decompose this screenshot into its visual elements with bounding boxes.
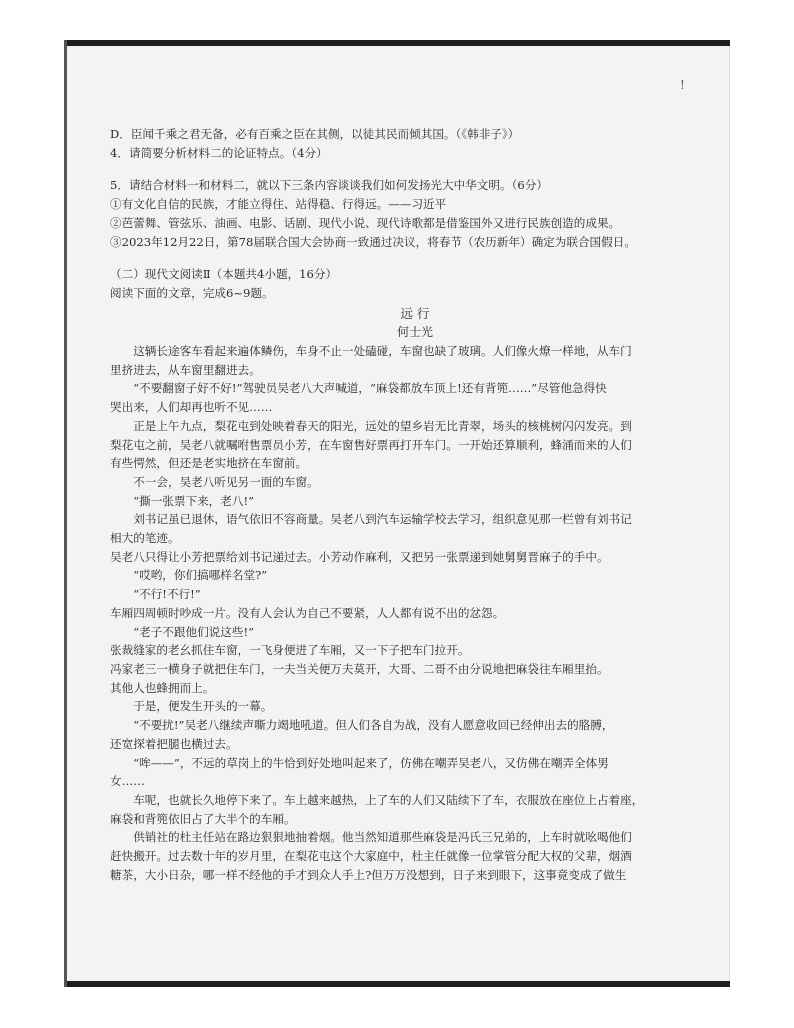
q5-item-2: ②芭蕾舞、管弦乐、油画、电影、话剧、现代小说、现代诗歌都是借鉴国外又进行民族创造的成果。	[110, 215, 621, 230]
body-line: 麻袋和背篼依旧占了大半个的车厢。	[110, 811, 296, 826]
body-line: “撕一张票下来，老八!”	[133, 493, 255, 508]
option-d: D．臣闻千乘之君无备，必有百乘之臣在其侧，以徒其民而倾其国。（《韩非子》）	[110, 127, 520, 141]
body-line: 于是，便发生开头的一幕。	[133, 699, 273, 714]
body-line: 车呢，也就长久地停下来了。车上越来越热，上了车的人们又陆续下了车，衣服放在座位上占着座，	[133, 792, 644, 807]
body-line: 车厢四周顿时吵成一片。没有人会认为自己不要紧，人人都有说不出的忿怨。	[110, 605, 505, 620]
scan-edge-left	[64, 40, 67, 987]
body-line: “哞——”，不远的草岗上的牛恰到好处地叫起来了，仿佛在嘲弄吴老八，又仿佛在嘲弄全体男	[133, 755, 609, 770]
question-5: 5．请结合材料一和材料二，就以下三条内容谈谈我们如何发扬光大中华文明。（6分）	[110, 178, 548, 193]
body-line: “哎哟，你们搞哪样名堂?”	[133, 568, 268, 583]
scan-edge-bottom	[64, 981, 730, 987]
body-line: 哭出来，人们却再也听不见……	[110, 400, 273, 415]
body-line: 刘书记虽已退休，语气依旧不容商量。吴老八到汽车运输学校去学习，组织意见那一栏曾有刘书记	[133, 512, 632, 527]
body-line: 相大的笔迹。	[110, 531, 180, 546]
scan-edge-top	[64, 40, 730, 46]
body-line: 梨花屯之前，吴老八就嘱咐售票员小芳，在车窗售好票再打开车门。一开始还算顺利，蜂涌而来的人们	[110, 437, 632, 452]
body-line: 有些愕然，但还是老实地挤在车窗前。	[110, 456, 308, 471]
body-line: 正是上午九点，梨花屯到处映着春天的阳光，远处的望乡岩无比青翠，场头的核桃树闪闪发亮。到	[133, 418, 632, 433]
body-line: 还宽探着把腿也横过去。	[110, 736, 238, 751]
body-line: 其他人也蜂拥而上。	[110, 680, 215, 695]
article-title: 远 行	[400, 305, 430, 321]
section-heading: （二）现代文阅读Ⅱ（本题共4小题，16分）	[110, 267, 338, 282]
article-body	[110, 342, 720, 884]
body-line: “不行!不行!”	[133, 587, 201, 602]
body-line: 赶快搬开。过去数十年的岁月里，在梨花屯这个大家庭中，杜主任就像一位掌管分配大权的父辈，烟酒	[110, 849, 632, 864]
body-line: 不一会，吴老八听见另一面的车窗。	[133, 474, 319, 489]
q5-item-1: ①有文化自信的民族，才能立得住、站得稳、行得远。——习近平	[110, 197, 447, 212]
article-author: 何士光	[396, 325, 433, 340]
body-line: 这辆长途客车看起来遍体鳞伤，车身不止一处磕碰，车窗也缺了玻璃。人们像火燎一样地，从车门	[133, 344, 632, 359]
body-line: 张裁缝家的老幺抓住车窗，一飞身便进了车厢，又一下子把车门拉开。	[110, 643, 470, 658]
body-line: 糖茶，大小日杂，哪一样不经他的手才到众人手上?但万万没想到，日子来到眼下，这事竟变成了做生	[110, 867, 627, 882]
question-4: 4．请简要分析材料二的论证特点。（4分）	[110, 145, 328, 160]
body-line: 里挤进去，从车窗里翻进去。	[110, 362, 261, 377]
body-line: 冯家老三一横身子就把住车门，一夫当关便万夫莫开，大哥、二哥不由分说地把麻袋往车厢里抬。	[110, 661, 609, 676]
body-line: “不要扰!”吴老八继续声嘶力竭地吼道。但人们各自为战，没有人愿意收回已经伸出去的胳膊，	[133, 718, 614, 733]
body-line: “老子不跟他们说这些!”	[133, 624, 255, 639]
body-line: 供销社的杜主任站在路边狠狠地抽着烟。他当然知道那些麻袋是冯氏三兄弟的，上车时就吆喝他们	[133, 830, 632, 845]
body-line: 吴老八只得让小芳把票给刘书记递过去。小芳动作麻利，又把另一张票递到她舅舅晋麻子的手中。	[110, 549, 609, 564]
document-text	[110, 125, 720, 884]
section-instruction: 阅读下面的文章，完成6~9题。	[110, 285, 274, 300]
body-line: 女……	[110, 774, 145, 789]
q5-item-3: ③2023年12月22日，第78届联合国大会协商一致通过决议，将春节（农历新年）确定为联合国假日。	[110, 234, 636, 249]
body-line: “不要翻窗子好不好!”驾驶员吴老八大声喊道，“麻袋都放车顶上!还有背篼……”尽管他急得快	[133, 381, 607, 396]
corner-mark: !	[680, 78, 685, 92]
